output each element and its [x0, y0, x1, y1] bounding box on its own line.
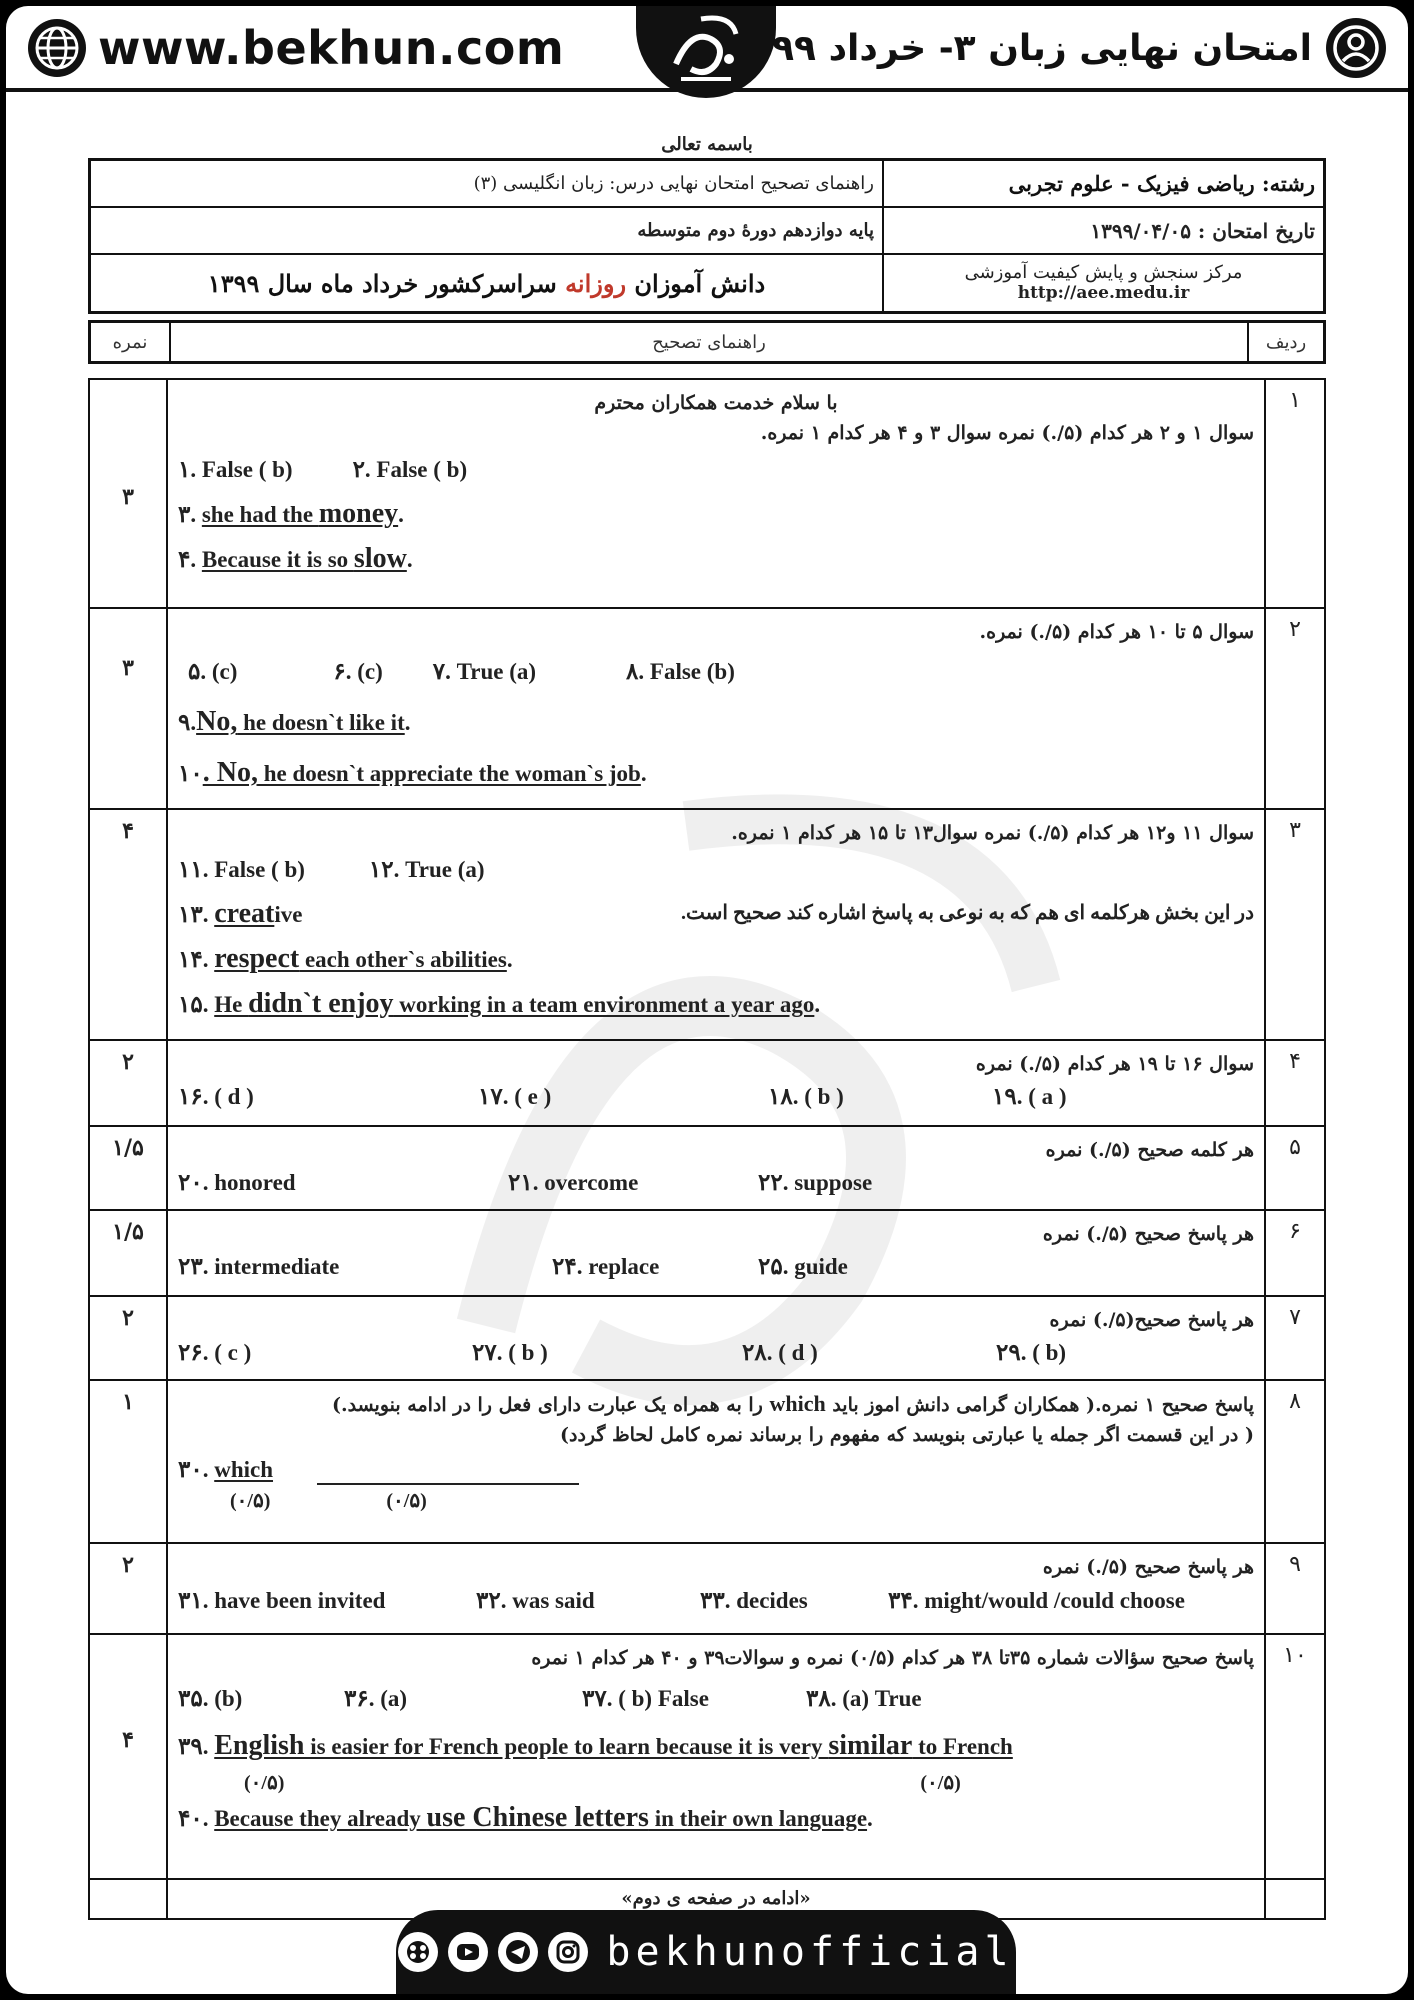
row-content — [167, 608, 1265, 809]
answer: ۲. False ( b) — [352, 457, 468, 482]
answer-keyword: which — [214, 1457, 274, 1482]
row-content — [167, 379, 1265, 608]
answer-text: she had the — [201, 502, 319, 527]
center-info — [883, 254, 1325, 313]
answer: ۲۱. overcome — [508, 1170, 639, 1195]
table-row — [89, 1126, 1325, 1210]
answer: ۱. False ( b) — [178, 457, 293, 482]
answer-line — [178, 1798, 1254, 1839]
social-bar — [396, 1910, 1016, 1994]
center-name: مرکز سنجش و پایش کیفیت آموزشی — [964, 262, 1243, 283]
answer-table — [88, 378, 1326, 1920]
row-content — [167, 809, 1265, 1040]
answer: ۳۷. ( b) False — [582, 1686, 709, 1711]
site-url[interactable]: www.bekhun.com — [98, 21, 565, 75]
answer-line — [178, 1582, 1254, 1620]
answer: ۳۵. (b) — [178, 1686, 243, 1711]
answer-line — [178, 1450, 1254, 1490]
row-score: ۴ — [89, 1634, 167, 1879]
answer-keyword: slow — [353, 543, 407, 574]
exam-date: تاریخ امتحان : ۱۳۹۹/۰۴/۰۵ — [883, 207, 1325, 254]
instruction-part: پاسخ صحیح ۱ نمره.( همکاران گرامی دانش اموز باید — [825, 1394, 1254, 1416]
table-row — [89, 1296, 1325, 1380]
answer-text: each other`s abilities — [299, 947, 507, 972]
answer-line — [178, 937, 1254, 982]
answer-line — [178, 892, 1254, 937]
row-score: ۳ — [89, 608, 167, 809]
answer-line — [178, 1673, 1254, 1725]
answer-text: ive — [274, 902, 303, 927]
answer: ۲۸. ( d ) — [742, 1340, 818, 1365]
answer-punct: . — [404, 710, 411, 735]
youtube-icon[interactable] — [448, 1932, 488, 1972]
answer: ۳۳. decides — [700, 1588, 808, 1613]
answer-text: He — [214, 992, 249, 1017]
answer-text: is easier for French people to learn because it is very — [304, 1734, 829, 1759]
row-number: ۹ — [1265, 1543, 1325, 1634]
answer-number: ۳۰. — [178, 1457, 215, 1482]
row-instruction: هر پاسخ صحیح (۵/.) نمره — [1042, 1223, 1254, 1245]
answer-text: he doesn`t appreciate the woman`s job — [257, 761, 641, 786]
answer: ۲۹. ( b) — [996, 1340, 1067, 1365]
answer-number: ۱۴. — [178, 947, 215, 972]
answer: ۳۴. might/would /could choose — [888, 1588, 1185, 1613]
answer: ۲۵. guide — [758, 1254, 848, 1279]
page-frame — [6, 6, 1408, 1994]
empty-cell — [89, 1879, 167, 1919]
answer-punct: . — [867, 1806, 873, 1831]
top-banner — [6, 6, 1408, 92]
row-content — [167, 1210, 1265, 1296]
answer: ۳۲. was said — [476, 1588, 595, 1613]
row-score: ۲ — [89, 1040, 167, 1126]
user-icon — [1326, 18, 1386, 78]
col-score: نمره — [90, 322, 171, 363]
answer: ۲۲. suppose — [758, 1170, 873, 1195]
answer-keyword: similar — [828, 1730, 913, 1761]
answer: ۶. (c) — [333, 659, 383, 684]
students-a: دانش آموزان — [634, 268, 766, 298]
aparat-icon[interactable] — [398, 1932, 438, 1972]
points: (۰/۵) — [386, 1490, 427, 1512]
table-row — [89, 1634, 1325, 1879]
answer: ۷. True (a) — [432, 659, 537, 684]
row-instruction: هر کلمه صحیح (۵/.) نمره — [1045, 1139, 1254, 1161]
col-guide: راهنمای تصحیح — [170, 322, 1248, 363]
row-score: ۴ — [89, 809, 167, 1040]
row-number: ۶ — [1265, 1210, 1325, 1296]
answer: ۱۸. ( b ) — [768, 1084, 844, 1109]
answer-number: ۳. — [178, 502, 197, 527]
globe-icon — [28, 19, 86, 77]
answer: ۲۶. ( c ) — [178, 1340, 252, 1365]
answer-line — [178, 1335, 1254, 1371]
answer-line — [178, 848, 1254, 892]
instruction-part: را به همراه یک عبارت دارای فعل را در ادامه بنویسد.) — [332, 1394, 770, 1416]
answer-punct: . — [406, 547, 413, 572]
row-note: در این بخش هرکلمه ای هم که به نوعی به پاسخ اشاره کند صحیح است. — [680, 902, 1254, 924]
table-row — [89, 1543, 1325, 1634]
row-number: ۴ — [1265, 1040, 1325, 1126]
answer: ۲۳. intermediate — [178, 1254, 340, 1279]
answer: ۱۱. False ( b) — [178, 857, 305, 882]
row-score: ۲ — [89, 1296, 167, 1380]
row-score: ۲ — [89, 1543, 167, 1634]
answer-line — [178, 492, 1254, 537]
row-instruction — [178, 1389, 1254, 1420]
answer-number: ۳۹. — [178, 1734, 215, 1759]
answer-number: ۹. — [178, 710, 197, 735]
answer-number: ۴۰. — [178, 1806, 215, 1831]
answer-line — [178, 1249, 1254, 1285]
answer-keyword: didn`t enjoy — [248, 988, 394, 1019]
row-instruction: هر پاسخ صحیح (۵/.) نمره — [1042, 1556, 1254, 1578]
row-number: ۲ — [1265, 608, 1325, 809]
answer: ۲۰. honored — [178, 1170, 296, 1195]
empty-cell — [1265, 1879, 1325, 1919]
answer: ۱۲. True (a) — [368, 857, 485, 882]
answer-text: in their own language — [648, 1806, 868, 1831]
row-number: ۸ — [1265, 1380, 1325, 1543]
row-instruction: سوال ۵ تا ۱۰ هر کدام (۵/.) نمره. — [979, 621, 1254, 643]
column-header — [88, 320, 1326, 364]
row-score: ۱/۵ — [89, 1126, 167, 1210]
row-number: ۳ — [1265, 809, 1325, 1040]
grade-label: پایه دوازدهم دورۀ دوم متوسطه — [90, 207, 884, 254]
site-link[interactable] — [28, 18, 564, 78]
answer-text: working in a team environment a year ago — [393, 992, 815, 1017]
row-instruction-2: ( در این قسمت اگر جمله یا عبارتی بنویسد که مفهوم را برساند نمره کامل لحاظ گردد) — [560, 1424, 1254, 1446]
answer-punct: . — [506, 947, 513, 972]
answer-text: Because it is so — [201, 547, 354, 572]
answer-text: Because they already — [214, 1806, 427, 1831]
row-number: ۱ — [1265, 379, 1325, 608]
row-number: ۷ — [1265, 1296, 1325, 1380]
field-label: رشته: ریاضی فیزیک - علوم تجربی — [883, 160, 1325, 208]
answer-punct: . — [640, 761, 647, 786]
students-label — [90, 254, 884, 313]
answer-keyword: use Chinese letters — [426, 1802, 649, 1833]
answer-keyword: money — [318, 498, 399, 529]
answer-line — [178, 982, 1254, 1027]
points: (۰/۵) — [230, 1490, 271, 1512]
row-score: ۱ — [89, 1380, 167, 1543]
answer-line — [178, 1079, 1254, 1115]
row-instruction: سوال ۱۱ و۱۲ هر کدام (۵/.) نمره سوال۱۳ تا ۱۵ هر کدام ۱ نمره. — [731, 822, 1254, 844]
row-content — [167, 1543, 1265, 1634]
answer-line — [178, 1725, 1254, 1768]
continue-note: «ادامه در صفحه ی دوم» — [621, 1888, 811, 1909]
exam-title-text: امتحان نهایی زبان ۳- خرداد ۹۹ — [772, 27, 1312, 69]
answer-line — [178, 647, 1254, 697]
answer-line — [178, 697, 1254, 748]
row-score: ۳ — [89, 379, 167, 608]
col-row: ردیف — [1248, 322, 1325, 363]
points: (۰/۵) — [920, 1772, 961, 1794]
row-content — [167, 1126, 1265, 1210]
instruction-keyword: which — [769, 1391, 826, 1416]
answer-line — [178, 448, 1254, 492]
answer-line — [178, 537, 1254, 582]
answer: ۱۶. ( d ) — [178, 1084, 254, 1109]
telegram-icon[interactable] — [498, 1932, 538, 1972]
answer: ۳۱. have been invited — [178, 1588, 386, 1613]
points: (۰/۵) — [244, 1772, 285, 1794]
answer-punct: . — [814, 992, 821, 1017]
bismillah-heading: باسمه تعالی — [661, 134, 753, 155]
points-line — [178, 1490, 1254, 1512]
answer-blank-line — [317, 1459, 579, 1485]
answer: ۵. (c) — [188, 659, 238, 684]
answer-text: he doesn`t like it — [237, 710, 405, 735]
row-content — [167, 1296, 1265, 1380]
answer-keyword: . No, — [202, 757, 258, 788]
row-content — [167, 1634, 1265, 1879]
exam-info-table — [88, 158, 1326, 314]
answer-number: ۴. — [178, 547, 197, 572]
answer: ۱۷. ( e ) — [478, 1084, 552, 1109]
center-url[interactable]: http://aee.medu.ir — [1017, 283, 1190, 303]
greeting: با سلام خدمت همکاران محترم — [594, 392, 838, 414]
row-instruction: هر پاسخ صحیح(۵/.) نمره — [1049, 1309, 1254, 1331]
answer-number: ۱۰ — [178, 761, 203, 786]
answer-line — [178, 1165, 1254, 1201]
table-row — [89, 1380, 1325, 1543]
bekhun-logo-icon — [636, 6, 776, 98]
answer-keyword: respect — [214, 943, 300, 974]
table-row — [89, 1040, 1325, 1126]
answer: ۱۹. ( a ) — [992, 1084, 1067, 1109]
answer-keyword: English — [214, 1730, 305, 1761]
social-handle[interactable]: bekhunofficial — [606, 1929, 1014, 1975]
answer-number: ۱۵. — [178, 992, 215, 1017]
answer-keyword: No, — [196, 706, 238, 737]
answer: ۸. False (b) — [626, 659, 735, 684]
row-score: ۱/۵ — [89, 1210, 167, 1296]
students-c: سراسرکشور خرداد ماه سال ۱۳۹۹ — [207, 268, 557, 298]
answer-line — [178, 748, 1254, 799]
answer-text: to French — [912, 1734, 1013, 1759]
row-content — [167, 1040, 1265, 1126]
answer: ۳۶. (a) — [344, 1686, 408, 1711]
row-instruction: سوال ۱ و ۲ هر کدام (۵/.) نمره سوال ۳ و ۴ هر کدام ۱ نمره. — [760, 422, 1254, 444]
row-instruction: سوال ۱۶ تا ۱۹ هر کدام (۵/.) نمره — [975, 1053, 1254, 1075]
table-row — [89, 809, 1325, 1040]
table-row — [89, 379, 1325, 608]
answer: ۲۷. ( b ) — [472, 1340, 548, 1365]
row-content — [167, 1380, 1265, 1543]
table-row — [89, 608, 1325, 809]
answer-punct: . — [398, 502, 404, 527]
row-number: ۵ — [1265, 1126, 1325, 1210]
answer: ۳۸. (a) True — [806, 1686, 922, 1711]
students-type: روزانه — [565, 268, 627, 298]
answer-number: ۱۳. — [178, 902, 215, 927]
table-row — [89, 1210, 1325, 1296]
points-line — [178, 1768, 1254, 1798]
exam-title — [772, 18, 1386, 78]
top-divider — [6, 88, 1408, 92]
guide-title: راهنمای تصحیح امتحان نهایی درس: زبان انگلیسی (۳) — [90, 160, 884, 208]
row-number: ۱۰ — [1265, 1634, 1325, 1879]
instagram-icon[interactable] — [548, 1932, 588, 1972]
answer-keyword: creat — [214, 898, 275, 929]
answer: ۲۴. replace — [552, 1254, 660, 1279]
row-instruction: پاسخ صحیح سؤالات شماره ۳۵تا ۳۸ هر کدام (۰/۵) نمره و سوالات۳۹ و ۴۰ هر کدام ۱ نمره — [531, 1647, 1254, 1669]
